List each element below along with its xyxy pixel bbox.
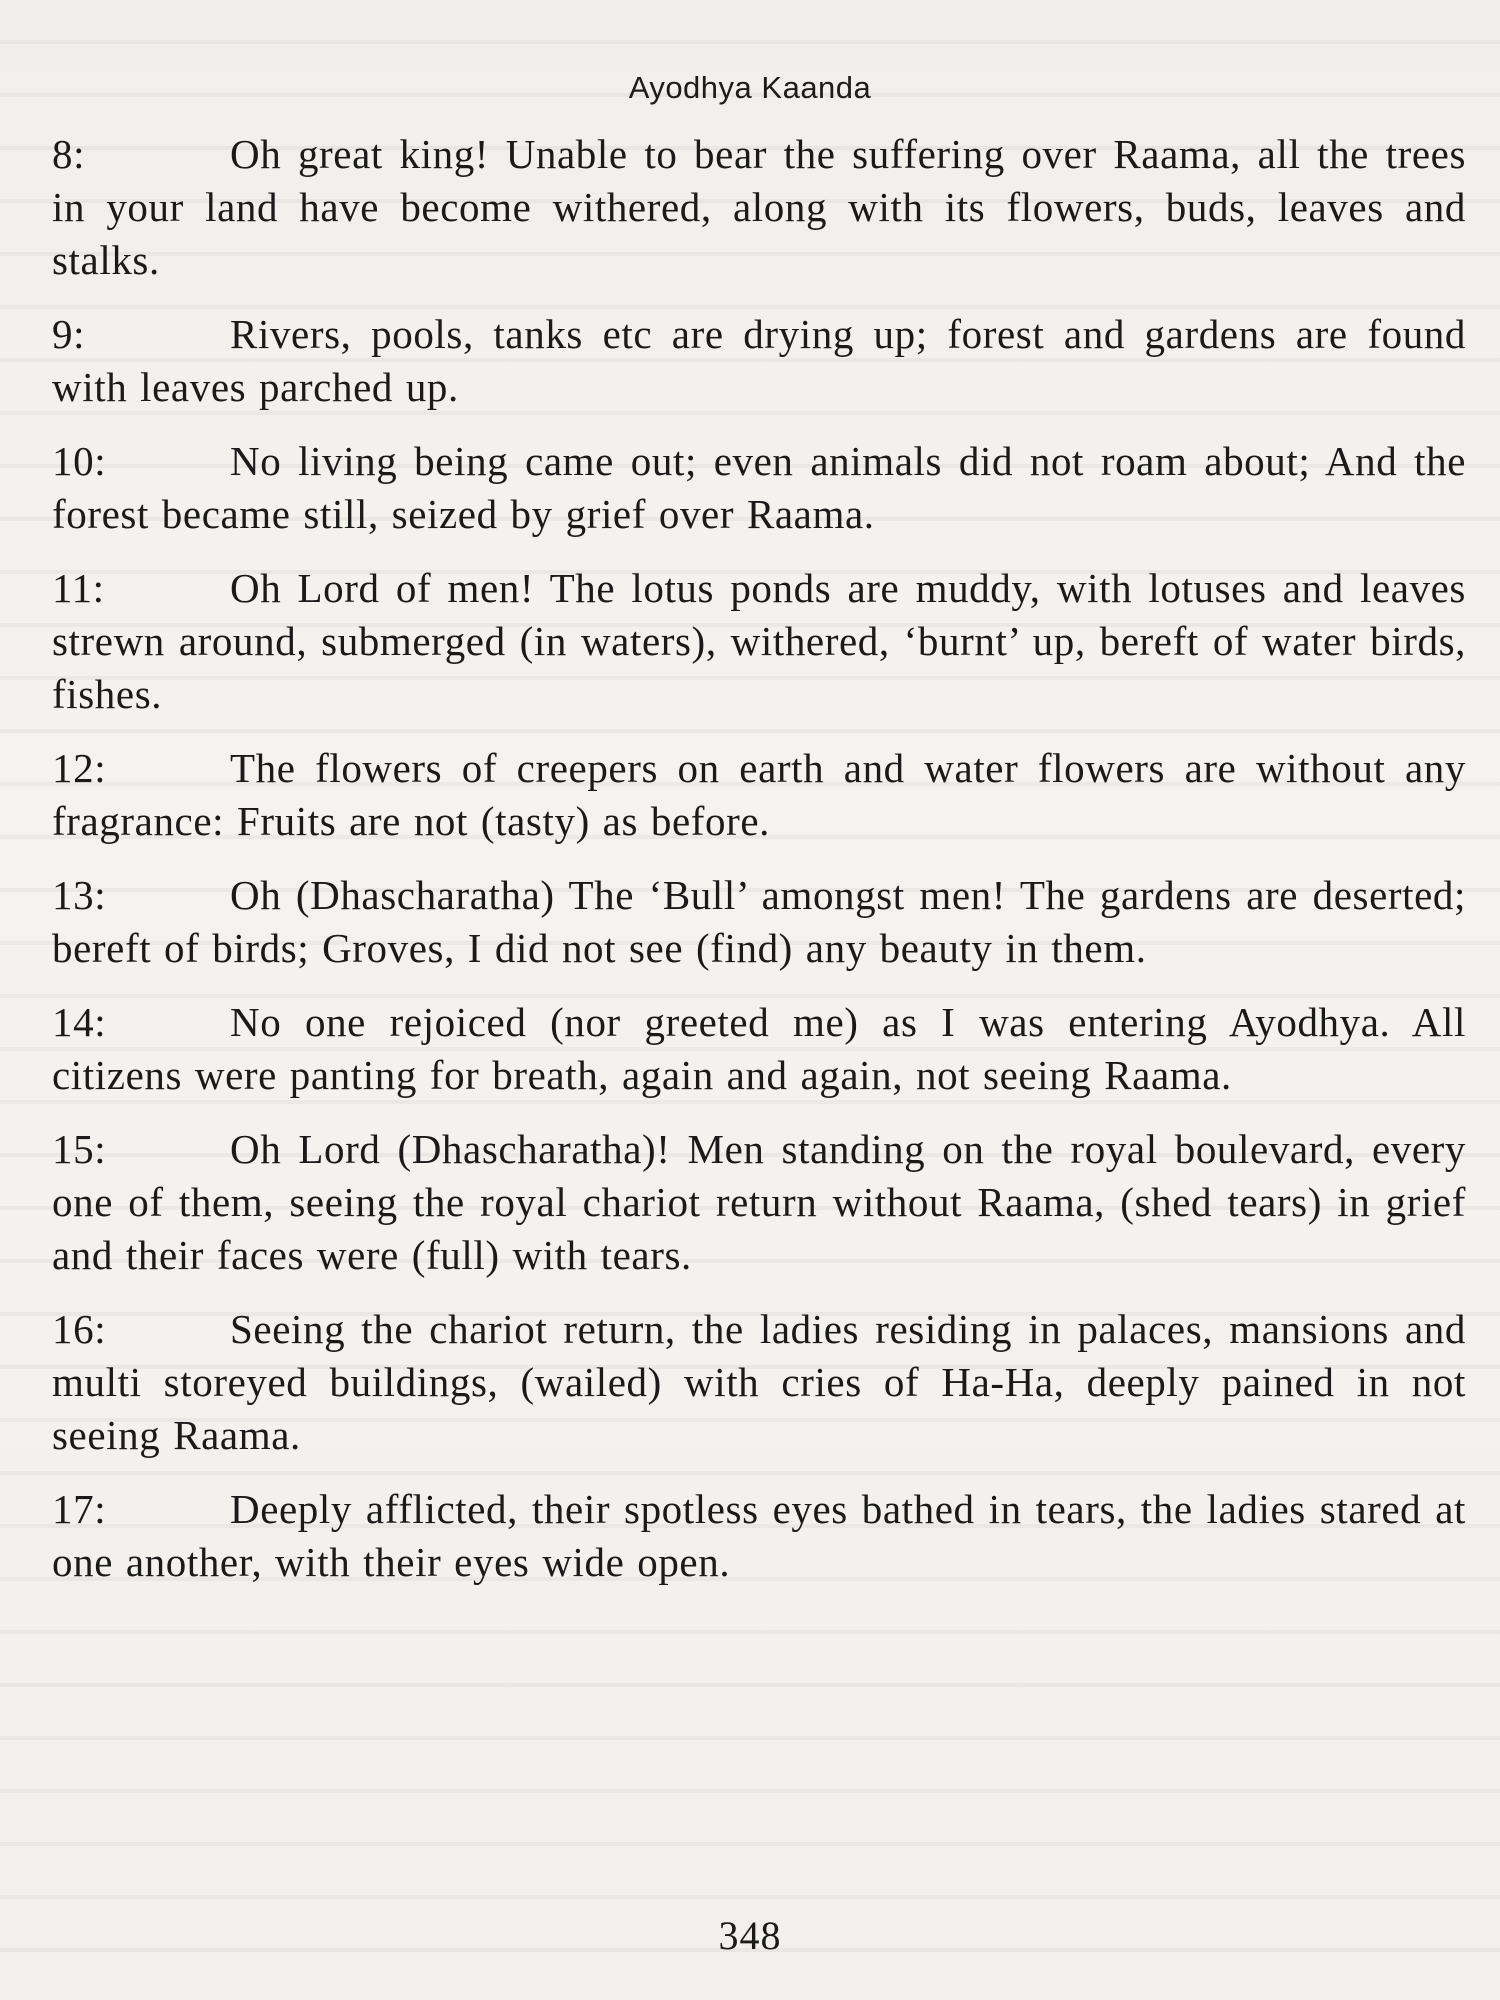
verse-number: 15: bbox=[52, 1126, 107, 1172]
verse-number: 9: bbox=[52, 311, 86, 357]
verse-13 bbox=[52, 869, 1466, 975]
verse-number: 17: bbox=[52, 1486, 107, 1532]
verse-11 bbox=[52, 562, 1466, 721]
verse-10 bbox=[52, 435, 1466, 541]
verse-number: 16: bbox=[52, 1306, 107, 1352]
verse-list bbox=[52, 128, 1466, 1610]
verse-16 bbox=[52, 1303, 1466, 1462]
verse-text: Oh (Dhascharatha) The ‘Bull’ amongst men! The gardens are deserted; bereft of birds; Groves, I did not see (find) any beauty in them. bbox=[52, 872, 1466, 971]
page-number: 348 bbox=[718, 1913, 782, 1958]
verse-14 bbox=[52, 996, 1466, 1102]
verse-text: No living being came out; even animals did not roam about; And the forest became still, seized by grief over Raama. bbox=[52, 438, 1466, 537]
verse-12 bbox=[52, 742, 1466, 848]
verse-text: The flowers of creepers on earth and water flowers are without any fragrance: Fruits are not (tasty) as before. bbox=[52, 745, 1466, 844]
verse-text: No one rejoiced (nor greeted me) as I was entering Ayodhya. All citizens were panting for breath, again and again, not seeing Raama. bbox=[52, 999, 1466, 1098]
verse-9 bbox=[52, 308, 1466, 414]
verse-8 bbox=[52, 128, 1466, 287]
running-header: Ayodhya Kaanda bbox=[628, 70, 872, 105]
verse-text: Rivers, pools, tanks etc are drying up; forest and gardens are found with leaves parched up. bbox=[52, 311, 1466, 410]
verse-number: 14: bbox=[52, 999, 107, 1045]
verse-text: Oh Lord (Dhascharatha)! Men standing on the royal boulevard, every one of them, seeing the royal chariot return without Raama, (shed tears) in grief and their faces were (full) with tears. bbox=[52, 1126, 1466, 1278]
verse-text: Oh Lord of men! The lotus ponds are muddy, with lotuses and leaves strewn around, submerged (in waters), withered, ‘burnt’ up, bereft of water birds, fishes. bbox=[52, 565, 1466, 717]
verse-15 bbox=[52, 1123, 1466, 1282]
verse-number: 12: bbox=[52, 745, 107, 791]
verse-text: Deeply afflicted, their spotless eyes bathed in tears, the ladies stared at one another, with their eyes wide open. bbox=[52, 1486, 1466, 1585]
verse-17 bbox=[52, 1483, 1466, 1589]
verse-text: Oh great king! Unable to bear the suffering over Raama, all the trees in your land have become withered, along with its flowers, buds, leaves and stalks. bbox=[52, 131, 1466, 283]
verse-number: 11: bbox=[52, 565, 105, 611]
verse-number: 8: bbox=[52, 131, 86, 177]
verse-number: 10: bbox=[52, 438, 107, 484]
verse-number: 13: bbox=[52, 872, 107, 918]
verse-text: Seeing the chariot return, the ladies residing in palaces, mansions and multi storeyed buildings, (wailed) with cries of Ha-Ha, deeply pained in not seeing Raama. bbox=[52, 1306, 1466, 1458]
